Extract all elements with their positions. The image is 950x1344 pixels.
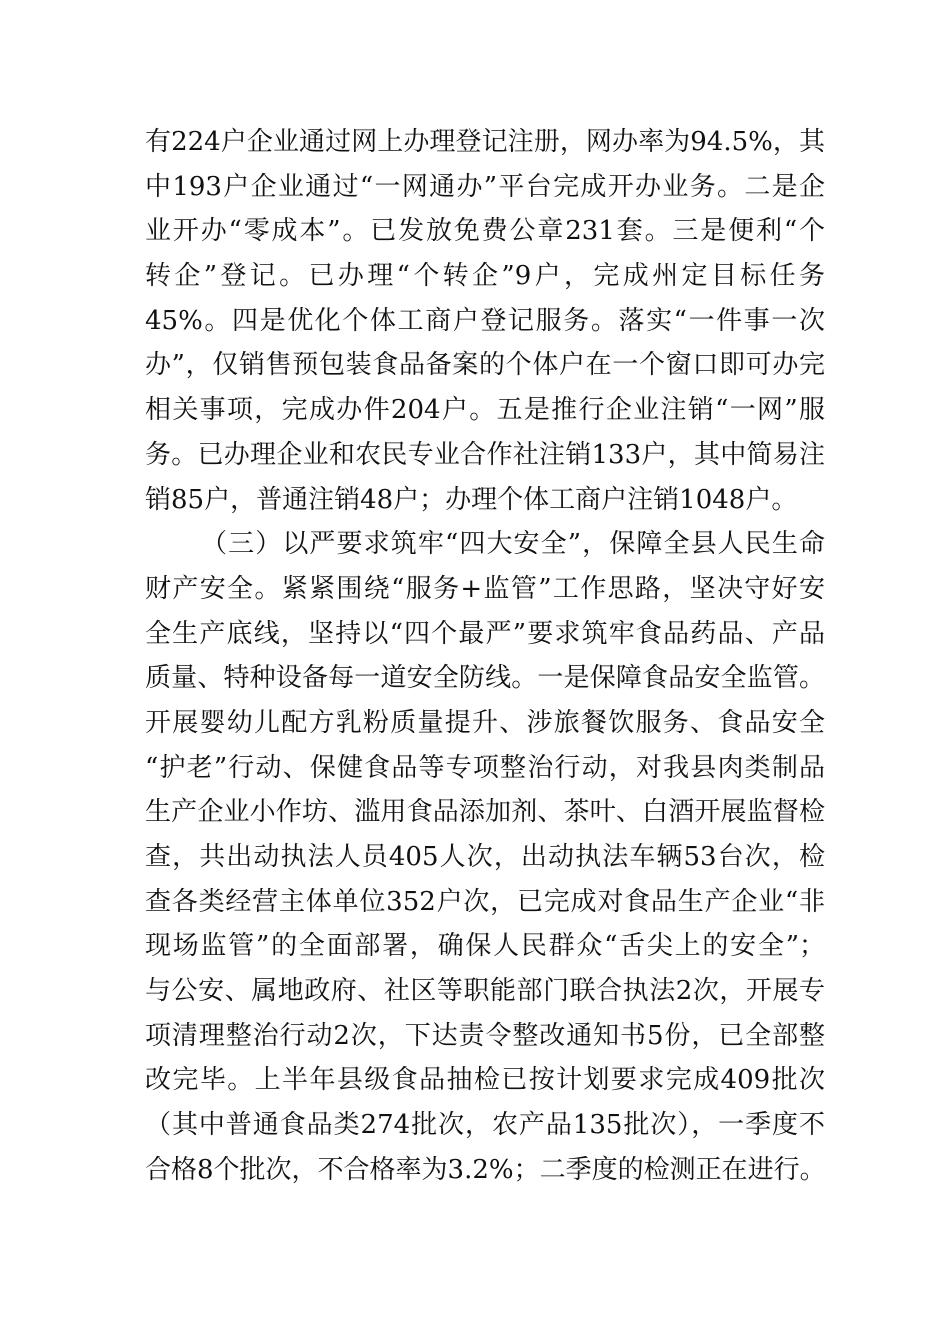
text-line: 生产企业小作坊、滥用食品添加剂、茶叶、白酒开展监督检: [145, 797, 825, 828]
text-line: 办”，仅销售预包装食品备案的个体户在一个窗口即可办完: [145, 350, 825, 381]
text-line: 查，共出动执法人员405人次，出动执法车辆53台次，检: [145, 842, 825, 872]
text-line: 改完毕。上半年县级食品抽检已按计划要求完成409批次: [145, 1065, 825, 1096]
text-line: 转企”登记。已办理“个转企”9户，完成州定目标任务: [145, 261, 825, 292]
text-line: （其中普通食品类274批次，农产品135批次），一季度不: [145, 1110, 825, 1141]
text-line: 务。已办理企业和农民专业合作社注销133户，其中简易注: [145, 439, 825, 470]
text-line: 现场监管”的全面部署，确保人民群众“舌尖上的安全”；: [145, 931, 825, 962]
text-line: 质量、特种设备每一道安全防线。一是保障食品安全监管。: [145, 663, 825, 694]
text-line: 业开办“零成本”。已发放免费公章231套。三是便利“个: [145, 216, 825, 247]
text-line: 有224户企业通过网上办理登记注册，网办率为94.5%，其: [145, 127, 825, 157]
body-text: [145, 120, 825, 1193]
text-line: （三）以严要求筑牢“四大安全”，保障全县人民生命: [201, 529, 825, 560]
text-line: 与公安、属地政府、社区等职能部门联合执法2次，开展专: [145, 976, 825, 1007]
text-line: 中193户企业通过“一网通办”平台完成开办业务。二是企: [145, 171, 825, 202]
text-line: 销85户，普通注销48户；办理个体工商户注销1048户。: [145, 484, 798, 515]
text-line: 相关事项，完成办件204户。五是推行企业注销“一网”服: [145, 395, 825, 426]
text-line: 45%。四是优化个体工商户登记服务。落实“一件事一次: [145, 305, 825, 336]
text-line: 项清理整治行动2次，下达责令整改通知书5份，已全部整: [145, 1020, 825, 1051]
text-line: 开展婴幼儿配方乳粉质量提升、涉旅餐饮服务、食品安全: [145, 707, 825, 738]
text-line: “护老”行动、保健食品等专项整治行动，对我县肉类制品: [145, 752, 825, 783]
text-line: 查各类经营主体单位352户次，已完成对食品生产企业“非: [145, 886, 825, 917]
text-line: 财产安全。紧紧围绕“服务+监管”工作思路，坚决守好安: [145, 573, 825, 604]
text-line: 全生产底线，坚持以“四个最严”要求筑牢食品药品、产品: [145, 618, 825, 649]
text-line: 合格8个批次，不合格率为3.2%；二季度的检测正在进行。: [145, 1154, 826, 1185]
